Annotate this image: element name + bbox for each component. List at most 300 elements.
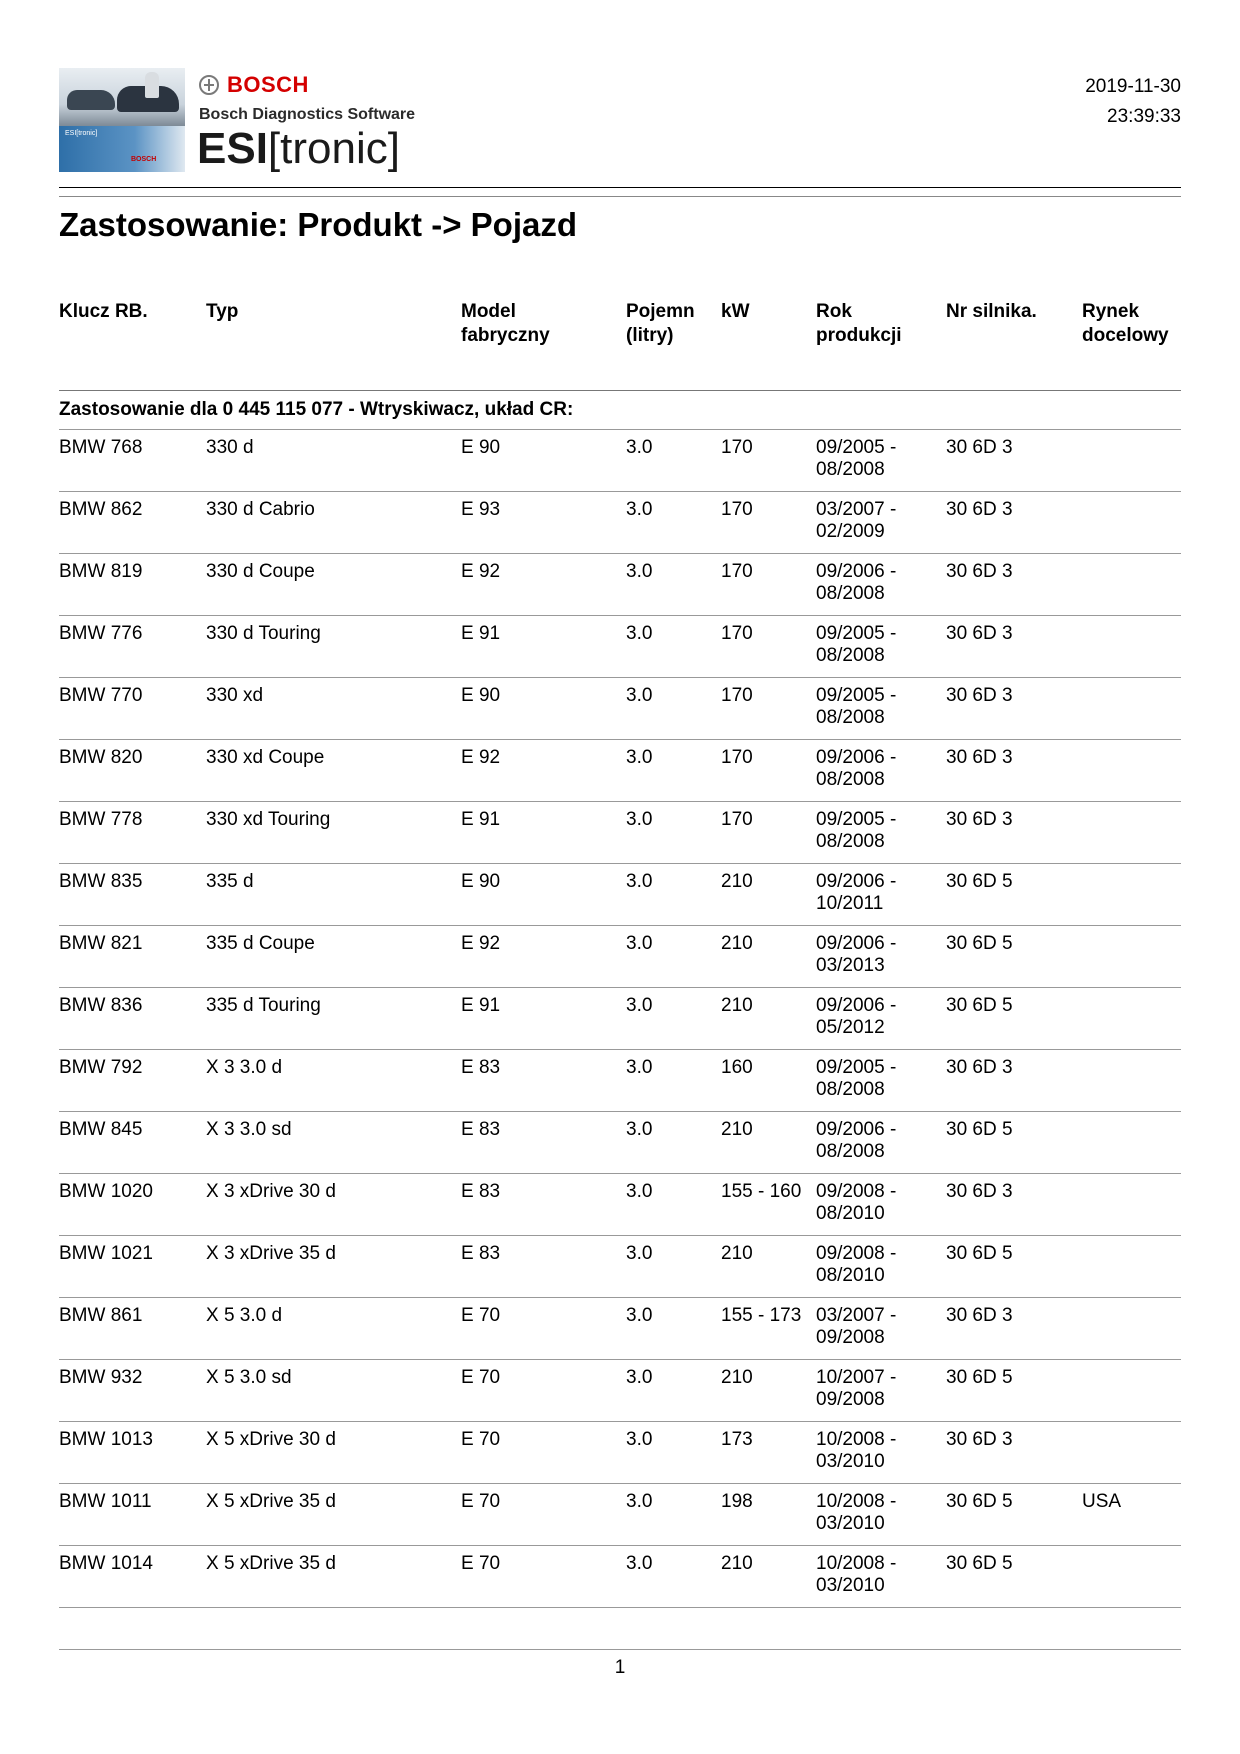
year-cell-text: 09/2006 - <box>816 1119 897 1140</box>
rb-key-cell-text: BMW 1021 <box>59 1243 153 1264</box>
engine-cell-text: 30 6D 5 <box>946 933 1013 954</box>
capacity-cell-text: 3.0 <box>626 1429 653 1450</box>
model-cell-text: E 83 <box>461 1243 501 1264</box>
year-cell <box>816 1491 896 1535</box>
type-cell <box>206 871 254 893</box>
type-cell <box>206 623 321 645</box>
engine-cell-text: 30 6D 3 <box>946 499 1013 520</box>
column-header-line: kW <box>721 301 750 322</box>
table-row <box>59 615 1181 677</box>
type-cell-text: X 3 3.0 sd <box>206 1119 292 1140</box>
table-row <box>59 1111 1181 1173</box>
model-cell-text: E 90 <box>461 685 501 706</box>
capacity-cell <box>626 1243 652 1265</box>
kw-cell <box>721 1491 753 1513</box>
rb-key-cell <box>59 561 142 583</box>
rb-key-cell-text: BMW 792 <box>59 1057 143 1078</box>
kw-cell-text: 155 - 160 <box>721 1181 802 1202</box>
rb-key-cell <box>59 1367 142 1389</box>
rb-key-cell-text: BMW 821 <box>59 933 143 954</box>
capacity-cell <box>626 747 652 769</box>
page-title: Zastosowanie: Produkt -> Pojazd <box>59 206 577 243</box>
rb-key-cell <box>59 1553 153 1575</box>
kw-cell-text: 160 <box>721 1057 753 1078</box>
year-cell-text: 09/2006 - <box>816 747 897 768</box>
rb-key-cell <box>59 1057 142 1079</box>
kw-cell <box>721 499 753 521</box>
type-cell-text: X 5 3.0 d <box>206 1305 283 1326</box>
rb-key-cell-text: BMW 862 <box>59 499 143 520</box>
type-cell <box>206 1367 292 1389</box>
product-logo-bold: ESI <box>197 124 268 173</box>
kw-cell <box>721 1057 753 1079</box>
kw-cell <box>721 995 753 1017</box>
type-cell <box>206 1305 282 1327</box>
rb-key-cell-text: BMW 1013 <box>59 1429 153 1450</box>
capacity-cell <box>626 685 652 707</box>
kw-cell-text: 173 <box>721 1429 753 1450</box>
rb-key-cell <box>59 623 142 645</box>
type-cell-text: 330 xd <box>206 685 264 706</box>
year-cell-text: 03/2013 <box>816 955 885 976</box>
kw-cell-text: 210 <box>721 1367 753 1388</box>
model-cell-text: E 91 <box>461 623 501 644</box>
thumbnail-brand: BOSCH <box>131 156 157 163</box>
rb-key-cell <box>59 1119 142 1141</box>
type-cell-text: 330 d Touring <box>206 623 321 644</box>
thumbnail-label: ESI[tronic] <box>65 130 98 137</box>
year-cell <box>816 1243 896 1287</box>
kw-cell-text: 170 <box>721 747 753 768</box>
rb-key-cell-text: BMW 776 <box>59 623 143 644</box>
year-cell-text: 03/2010 <box>816 1575 885 1596</box>
rb-key-cell-text: BMW 835 <box>59 871 143 892</box>
kw-cell-text: 210 <box>721 995 753 1016</box>
year-cell <box>816 1181 896 1225</box>
capacity-cell <box>626 1305 652 1327</box>
kw-cell <box>721 623 753 645</box>
type-cell <box>206 1181 336 1203</box>
column-header-line: Typ <box>206 301 239 322</box>
rb-key-cell <box>59 437 142 459</box>
engine-cell-text: 30 6D 5 <box>946 1243 1013 1264</box>
column-header <box>721 300 750 324</box>
capacity-cell <box>626 1181 652 1203</box>
model-cell <box>461 1553 500 1575</box>
model-cell-text: E 92 <box>461 747 501 768</box>
kw-cell <box>721 1367 753 1389</box>
column-header <box>461 300 550 348</box>
column-header <box>626 300 695 348</box>
product-thumbnail-image <box>59 68 185 172</box>
model-cell-text: E 70 <box>461 1305 501 1326</box>
year-cell <box>816 747 896 791</box>
type-cell-text: X 5 xDrive 30 d <box>206 1429 336 1450</box>
column-header-line: produkcji <box>816 325 902 346</box>
year-cell-text: 08/2008 <box>816 583 885 604</box>
engine-cell-text: 30 6D 3 <box>946 437 1013 458</box>
rb-key-cell-text: BMW 778 <box>59 809 143 830</box>
model-cell-text: E 90 <box>461 437 501 458</box>
capacity-cell <box>626 437 652 459</box>
table-header <box>59 300 1181 390</box>
year-cell <box>816 623 896 667</box>
engine-cell <box>946 1553 1013 1575</box>
kw-cell-text: 198 <box>721 1491 753 1512</box>
page-header <box>59 68 1181 178</box>
capacity-cell <box>626 1553 652 1575</box>
model-cell <box>461 747 500 769</box>
type-cell <box>206 809 330 831</box>
rb-key-cell-text: BMW 861 <box>59 1305 143 1326</box>
year-cell-text: 09/2006 - <box>816 871 897 892</box>
rb-key-cell <box>59 1243 153 1265</box>
rb-key-cell <box>59 995 142 1017</box>
year-cell <box>816 1057 896 1101</box>
engine-cell <box>946 1491 1013 1513</box>
model-cell-text: E 70 <box>461 1553 501 1574</box>
model-cell <box>461 933 500 955</box>
kw-cell-text: 170 <box>721 437 753 458</box>
kw-cell <box>721 1305 801 1327</box>
capacity-cell-text: 3.0 <box>626 623 653 644</box>
capacity-cell <box>626 623 652 645</box>
capacity-cell-text: 3.0 <box>626 995 653 1016</box>
model-cell-text: E 83 <box>461 1181 501 1202</box>
kw-cell <box>721 933 753 955</box>
model-cell <box>461 561 500 583</box>
model-cell <box>461 1305 500 1327</box>
print-date: 2019-11-30 <box>1085 76 1181 97</box>
kw-cell <box>721 1181 801 1203</box>
engine-cell <box>946 1057 1013 1079</box>
table-row <box>59 739 1181 801</box>
capacity-cell-text: 3.0 <box>626 1553 653 1574</box>
product-logo <box>197 126 400 172</box>
engine-cell-text: 30 6D 3 <box>946 1429 1013 1450</box>
model-cell <box>461 1057 500 1079</box>
column-header-line: Nr silnika. <box>946 301 1037 322</box>
capacity-cell-text: 3.0 <box>626 1119 653 1140</box>
rb-key-cell-text: BMW 836 <box>59 995 143 1016</box>
kw-cell <box>721 871 753 893</box>
year-cell-text: 09/2005 - <box>816 623 897 644</box>
kw-cell-text: 210 <box>721 1119 753 1140</box>
rb-key-cell-text: BMW 819 <box>59 561 143 582</box>
capacity-cell-text: 3.0 <box>626 1491 653 1512</box>
model-cell-text: E 91 <box>461 995 501 1016</box>
type-cell-text: 330 d Cabrio <box>206 499 315 520</box>
type-cell <box>206 1057 282 1079</box>
column-header-line: fabryczny <box>461 325 550 346</box>
model-cell-text: E 90 <box>461 871 501 892</box>
kw-cell-text: 155 - 173 <box>721 1305 802 1326</box>
engine-cell-text: 30 6D 3 <box>946 1057 1013 1078</box>
software-name: Bosch Diagnostics Software <box>199 106 416 123</box>
type-cell-text: 330 d <box>206 437 254 458</box>
capacity-cell-text: 3.0 <box>626 1305 653 1326</box>
bosch-logo <box>199 72 309 98</box>
rb-key-cell-text: BMW 768 <box>59 437 143 458</box>
table-row <box>59 925 1181 987</box>
model-cell <box>461 623 500 645</box>
table-body <box>59 429 1181 1607</box>
year-cell <box>816 685 896 729</box>
kw-cell-text: 170 <box>721 809 753 830</box>
header-divider <box>59 187 1181 188</box>
year-cell <box>816 1367 896 1411</box>
type-cell-text: 335 d Touring <box>206 995 321 1016</box>
year-cell-text: 03/2007 - <box>816 1305 897 1326</box>
rb-key-cell <box>59 1429 153 1451</box>
model-cell <box>461 995 500 1017</box>
kw-cell <box>721 747 753 769</box>
type-cell <box>206 1429 336 1451</box>
type-cell <box>206 1553 336 1575</box>
year-cell-text: 09/2006 - <box>816 561 897 582</box>
kw-cell-text: 170 <box>721 623 753 644</box>
engine-cell <box>946 1305 1013 1327</box>
capacity-cell <box>626 1119 652 1141</box>
column-header <box>816 300 902 348</box>
engine-cell-text: 30 6D 5 <box>946 871 1013 892</box>
type-cell <box>206 995 321 1017</box>
model-cell <box>461 1491 500 1513</box>
type-cell-text: 335 d <box>206 871 254 892</box>
kw-cell-text: 210 <box>721 1243 753 1264</box>
rb-key-cell <box>59 1181 153 1203</box>
model-cell <box>461 685 500 707</box>
rb-key-cell <box>59 747 142 769</box>
model-cell-text: E 70 <box>461 1429 501 1450</box>
table-row <box>59 1297 1181 1359</box>
bosch-armature-icon <box>199 75 219 95</box>
column-header <box>206 300 238 324</box>
year-cell <box>816 1429 896 1473</box>
table-row <box>59 801 1181 863</box>
capacity-cell <box>626 1491 652 1513</box>
engine-cell <box>946 437 1013 459</box>
column-header <box>1082 300 1169 348</box>
engine-cell <box>946 1429 1013 1451</box>
kw-cell-text: 210 <box>721 871 753 892</box>
column-header-line: Pojemn <box>626 301 695 322</box>
table-row <box>59 987 1181 1049</box>
rb-key-cell-text: BMW 932 <box>59 1367 143 1388</box>
column-header-line: (litry) <box>626 325 674 346</box>
model-cell-text: E 92 <box>461 933 501 954</box>
capacity-cell-text: 3.0 <box>626 561 653 582</box>
year-cell <box>816 499 896 543</box>
capacity-cell <box>626 871 652 893</box>
table-row <box>59 1235 1181 1297</box>
print-time: 23:39:33 <box>1107 106 1181 127</box>
kw-cell <box>721 561 753 583</box>
year-cell-text: 10/2007 - <box>816 1367 897 1388</box>
rb-key-cell-text: BMW 1020 <box>59 1181 153 1202</box>
capacity-cell-text: 3.0 <box>626 871 653 892</box>
rb-key-cell-text: BMW 820 <box>59 747 143 768</box>
engine-cell-text: 30 6D 3 <box>946 1305 1013 1326</box>
rb-key-cell <box>59 1491 152 1513</box>
type-cell <box>206 437 254 459</box>
capacity-cell <box>626 1057 652 1079</box>
engine-cell-text: 30 6D 5 <box>946 995 1013 1016</box>
year-cell-text: 09/2005 - <box>816 437 897 458</box>
table-row <box>59 1545 1181 1607</box>
year-cell-text: 03/2007 - <box>816 499 897 520</box>
year-cell-text: 09/2005 - <box>816 685 897 706</box>
year-cell <box>816 1119 896 1163</box>
year-cell-text: 09/2008 <box>816 1327 885 1348</box>
capacity-cell <box>626 1429 652 1451</box>
rb-key-cell-text: BMW 770 <box>59 685 143 706</box>
kw-cell <box>721 1243 753 1265</box>
year-cell <box>816 1553 896 1597</box>
capacity-cell-text: 3.0 <box>626 1243 653 1264</box>
column-header <box>59 300 148 324</box>
model-cell-text: E 70 <box>461 1491 501 1512</box>
kw-cell <box>721 1429 753 1451</box>
year-cell-text: 10/2008 - <box>816 1491 897 1512</box>
year-cell-text: 08/2008 <box>816 769 885 790</box>
engine-cell-text: 30 6D 5 <box>946 1367 1013 1388</box>
year-cell-text: 10/2008 - <box>816 1429 897 1450</box>
engine-cell <box>946 623 1013 645</box>
type-cell-text: X 3 xDrive 35 d <box>206 1243 336 1264</box>
type-cell-text: 330 xd Coupe <box>206 747 325 768</box>
engine-cell <box>946 747 1013 769</box>
footer-divider <box>59 1649 1181 1650</box>
rb-key-cell-text: BMW 1014 <box>59 1553 153 1574</box>
engine-cell <box>946 933 1013 955</box>
rb-key-cell <box>59 871 142 893</box>
rb-key-cell <box>59 809 142 831</box>
engine-cell <box>946 995 1013 1017</box>
page-number: 1 <box>614 1657 626 1678</box>
header-divider-secondary <box>59 196 1181 197</box>
kw-cell <box>721 437 753 459</box>
engine-cell-text: 30 6D 3 <box>946 747 1013 768</box>
type-cell-text: X 5 3.0 sd <box>206 1367 292 1388</box>
year-cell-text: 09/2008 <box>816 1389 885 1410</box>
column-header-line: docelowy <box>1082 325 1169 346</box>
column-header <box>946 300 1037 324</box>
model-cell <box>461 1119 500 1141</box>
year-cell-text: 08/2008 <box>816 1079 885 1100</box>
type-cell <box>206 499 315 521</box>
capacity-cell-text: 3.0 <box>626 1367 653 1388</box>
table-row <box>59 863 1181 925</box>
engine-cell-text: 30 6D 5 <box>946 1491 1013 1512</box>
kw-cell-text: 210 <box>721 933 753 954</box>
year-cell-text: 09/2005 - <box>816 809 897 830</box>
type-cell <box>206 685 263 707</box>
year-cell-text: 03/2010 <box>816 1451 885 1472</box>
engine-cell <box>946 561 1013 583</box>
year-cell-text: 09/2008 - <box>816 1243 897 1264</box>
type-cell-text: 335 d Coupe <box>206 933 315 954</box>
column-header-line: Rok <box>816 301 852 322</box>
engine-cell <box>946 1181 1013 1203</box>
kw-cell-text: 170 <box>721 685 753 706</box>
rb-key-cell <box>59 499 142 521</box>
type-cell-text: X 3 3.0 d <box>206 1057 283 1078</box>
engine-cell-text: 30 6D 3 <box>946 685 1013 706</box>
engine-cell-text: 30 6D 3 <box>946 561 1013 582</box>
model-cell <box>461 1181 500 1203</box>
year-cell-text: 08/2008 <box>816 1141 885 1162</box>
kw-cell-text: 210 <box>721 1553 753 1574</box>
capacity-cell-text: 3.0 <box>626 437 653 458</box>
rb-key-cell <box>59 933 142 955</box>
market-cell-text: USA <box>1082 1491 1122 1512</box>
market-cell <box>1082 1491 1121 1513</box>
year-cell <box>816 1305 896 1349</box>
year-cell-text: 09/2006 - <box>816 995 897 1016</box>
rb-key-cell-text: BMW 845 <box>59 1119 143 1140</box>
capacity-cell-text: 3.0 <box>626 809 653 830</box>
engine-cell-text: 30 6D 3 <box>946 1181 1013 1202</box>
year-cell-text: 08/2008 <box>816 707 885 728</box>
kw-cell <box>721 1553 753 1575</box>
column-header-line: Model <box>461 301 516 322</box>
capacity-cell-text: 3.0 <box>626 747 653 768</box>
model-cell-text: E 83 <box>461 1057 501 1078</box>
table-end-divider <box>59 1607 1181 1608</box>
application-table <box>59 300 1181 1608</box>
kw-cell-text: 170 <box>721 499 753 520</box>
capacity-cell <box>626 933 652 955</box>
type-cell <box>206 561 315 583</box>
capacity-cell <box>626 499 652 521</box>
engine-cell-text: 30 6D 5 <box>946 1553 1013 1574</box>
year-cell-text: 08/2008 <box>816 645 885 666</box>
model-cell-text: E 92 <box>461 561 501 582</box>
capacity-cell-text: 3.0 <box>626 1057 653 1078</box>
engine-cell <box>946 499 1013 521</box>
engine-cell <box>946 1367 1013 1389</box>
section-heading: Zastosowanie dla 0 445 115 077 - Wtryskiwacz, układ CR: <box>59 399 574 420</box>
kw-cell <box>721 685 753 707</box>
engine-cell-text: 30 6D 5 <box>946 1119 1013 1140</box>
year-cell-text: 02/2009 <box>816 521 885 542</box>
year-cell-text: 08/2008 <box>816 459 885 480</box>
table-row <box>59 1049 1181 1111</box>
model-cell-text: E 70 <box>461 1367 501 1388</box>
table-row <box>59 1421 1181 1483</box>
table-row <box>59 677 1181 739</box>
table-row <box>59 1359 1181 1421</box>
table-row <box>59 1483 1181 1545</box>
model-cell <box>461 1367 500 1389</box>
year-cell <box>816 871 896 915</box>
type-cell <box>206 933 315 955</box>
product-logo-rest: [tronic] <box>267 124 400 173</box>
engine-cell <box>946 1119 1013 1141</box>
year-cell <box>816 809 896 853</box>
capacity-cell-text: 3.0 <box>626 1181 653 1202</box>
capacity-cell <box>626 995 652 1017</box>
model-cell <box>461 1429 500 1451</box>
model-cell <box>461 1243 500 1265</box>
type-cell-text: 330 xd Touring <box>206 809 331 830</box>
kw-cell-text: 170 <box>721 561 753 582</box>
year-cell-text: 08/2010 <box>816 1203 885 1224</box>
type-cell <box>206 1243 336 1265</box>
year-cell-text: 08/2010 <box>816 1265 885 1286</box>
year-cell-text: 03/2010 <box>816 1513 885 1534</box>
